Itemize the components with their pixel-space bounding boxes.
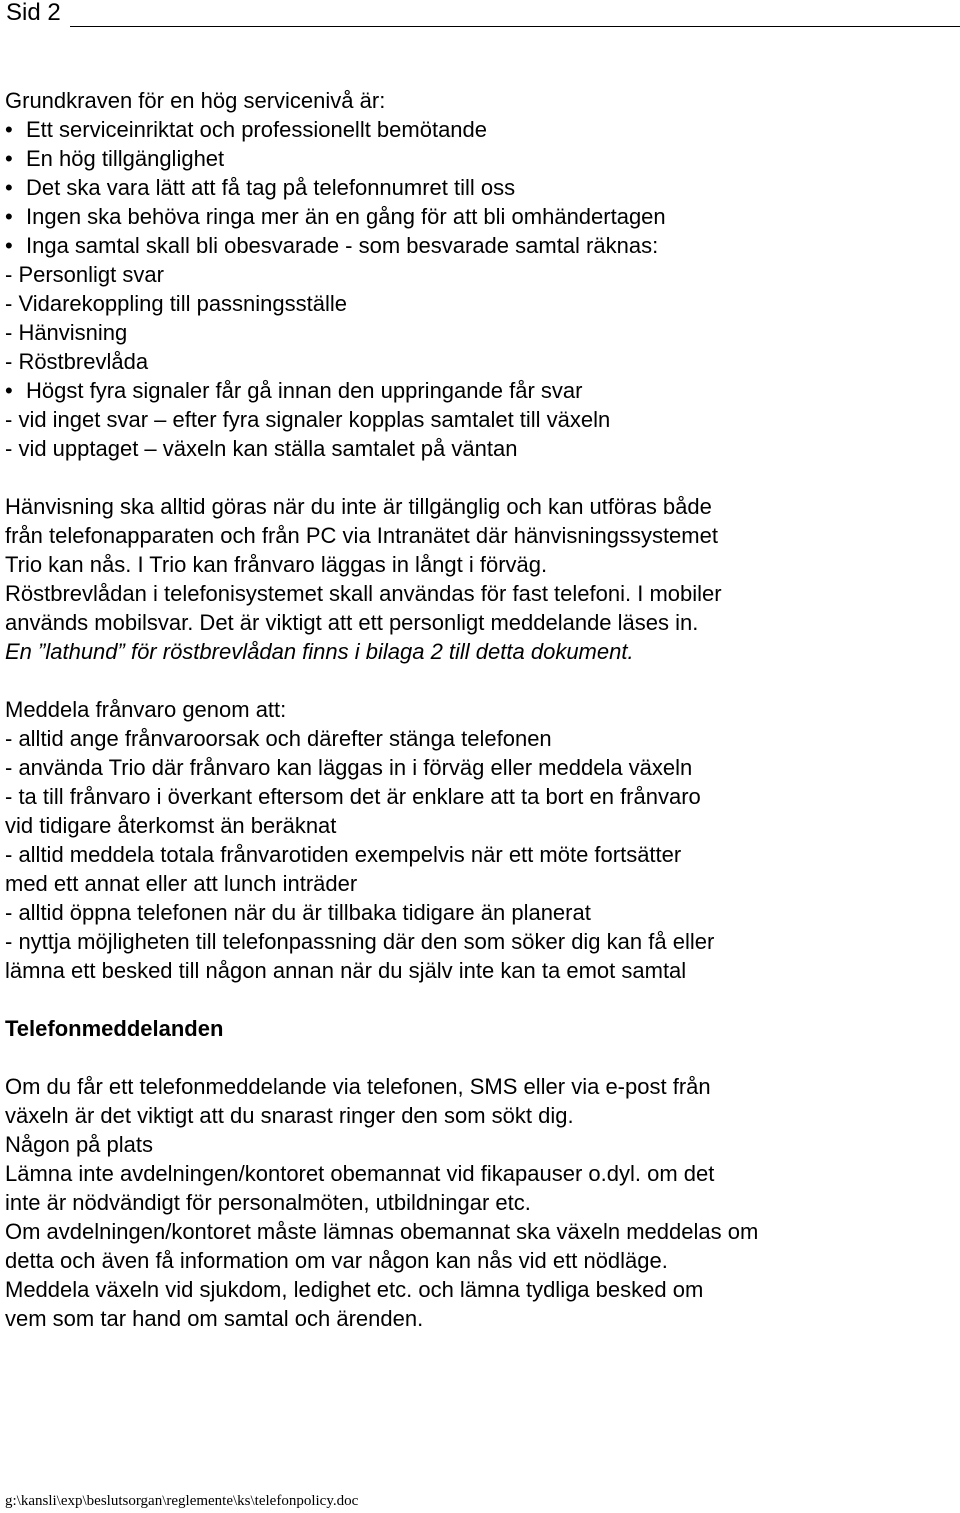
bullet-item: • Inga samtal skall bli obesvarade - som besvarade samtal räknas: [5,231,955,260]
paragraph-line: med ett annat eller att lunch inträder [5,871,358,896]
paragraph-line: Om du får ett telefonmeddelande via telefonen, SMS eller via e-post från [5,1074,711,1099]
phone-messages-section [5,1014,955,1333]
file-path-footer: g:\kansli\exp\beslutsorgan\reglemente\ks\telefonpolicy.doc [5,1493,359,1509]
service-requirements-section [5,86,955,463]
paragraph-gap [5,1043,955,1072]
paragraph-line: - ta till frånvaro i överkant eftersom det är enklare att ta bort en frånvaro [5,784,701,809]
header-rule [70,26,960,27]
paragraph-line: växeln är det viktigt att du snarast ringer den som sökt dig. [5,1103,574,1128]
page-number-label: Sid 2 [6,0,61,26]
paragraph-gap [5,985,955,1014]
bullet-item: • Ingen ska behöva ringa mer än en gång för att bli omhändertagen [5,202,955,231]
section-heading: Telefonmeddelanden [5,1016,224,1041]
paragraph-line: inte är nödvändigt för personalmöten, utbildningar etc. [5,1190,531,1215]
page-header [0,0,960,27]
paragraph-line: Om avdelningen/kontoret måste lämnas obemannat ska växeln meddelas om [5,1219,759,1244]
paragraph-line: Någon på plats [5,1132,153,1157]
paragraph-gap [5,666,955,695]
paragraph-line: från telefonapparaten och från PC via Intranätet där hänvisningssystemet [5,523,718,548]
bullet-item: • En hög tillgänglighet [5,144,955,173]
referral-section [5,492,955,666]
paragraph-gap [5,463,955,492]
section-heading: Meddela frånvaro genom att: [5,697,287,722]
paragraph-line: - nyttja möjligheten till telefonpassning där den som söker dig kan få eller [5,929,715,954]
bullet-item: • Högst fyra signaler får gå innan den uppringande får svar [5,376,955,405]
section-heading: Grundkraven för en hög servicenivå är: [5,88,386,113]
bullet-item: • Det ska vara lätt att få tag på telefonnumret till oss [5,173,955,202]
sub-item: - Personligt svar [5,262,164,287]
paragraph-line: vid tidigare återkomst än beräknat [5,813,337,838]
paragraph-line: - använda Trio där frånvaro kan läggas in i förväg eller meddela växeln [5,755,693,780]
absence-section [5,695,955,985]
paragraph-line: Lämna inte avdelningen/kontoret obemannat vid fikapauser o.dyl. om det [5,1161,715,1186]
paragraph-line: - alltid ange frånvaroorsak och därefter stänga telefonen [5,726,552,751]
paragraph-line: Trio kan nås. I Trio kan frånvaro läggas in långt i förväg. [5,552,548,577]
paragraph-line: Hänvisning ska alltid göras när du inte är tillgänglig och kan utföras både [5,494,712,519]
paragraph-line: - alltid öppna telefonen när du är tillbaka tidigare än planerat [5,900,591,925]
paragraph-line: vem som tar hand om samtal och ärenden. [5,1306,424,1331]
paragraph-line: lämna ett besked till någon annan när du själv inte kan ta emot samtal [5,958,687,983]
sub-item: - vid inget svar – efter fyra signaler kopplas samtalet till växeln [5,407,611,432]
paragraph-line: - alltid meddela totala frånvarotiden exempelvis när ett möte fortsätter [5,842,682,867]
paragraph-line: används mobilsvar. Det är viktigt att ett personligt meddelande läses in. [5,610,699,635]
sub-item: - Hänvisning [5,320,128,345]
document-body [5,86,955,1333]
sub-item: - Vidarekoppling till passningsställe [5,291,348,316]
attachment-note: En ”lathund” för röstbrevlådan finns i bilaga 2 till detta dokument. [5,639,634,664]
paragraph-line: detta och även få information om var någon kan nås vid ett nödläge. [5,1248,668,1273]
paragraph-line: Röstbrevlådan i telefonisystemet skall användas för fast telefoni. I mobiler [5,581,722,606]
paragraph-line: Meddela växeln vid sjukdom, ledighet etc. och lämna tydliga besked om [5,1277,704,1302]
sub-item: - vid upptaget – växeln kan ställa samtalet på väntan [5,436,518,461]
sub-item: - Röstbrevlåda [5,349,149,374]
bullet-item: • Ett serviceinriktat och professionellt bemötande [5,115,955,144]
